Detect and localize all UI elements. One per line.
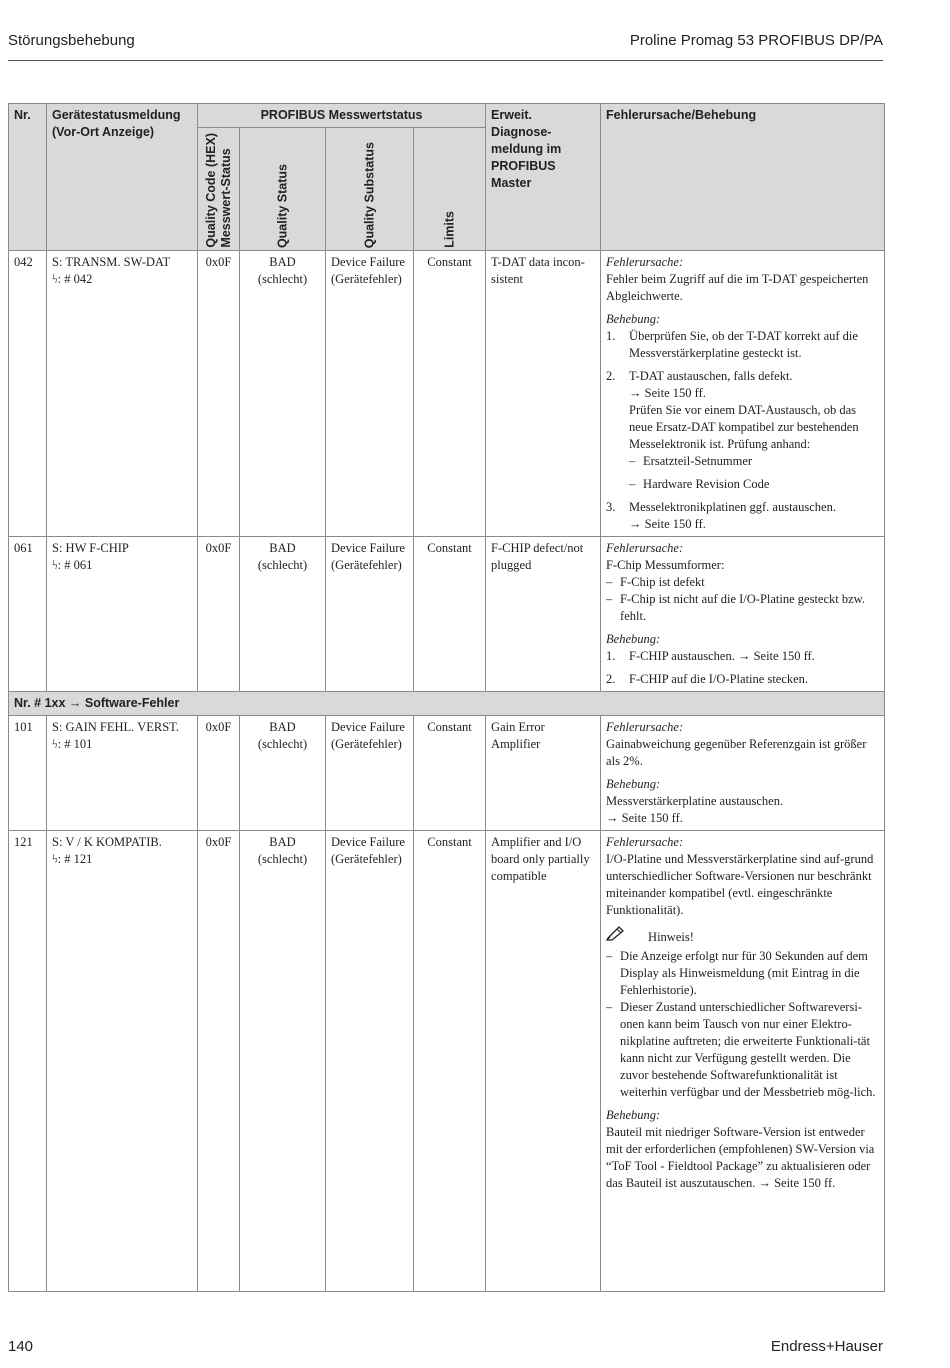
list-item: 1. Überprüfen Sie, ob der T-DAT korrekt auf die Messverstärkerplatine gesteckt ist.: [606, 329, 858, 360]
row-nr: 042: [9, 251, 47, 537]
col-header-quality-code: [198, 128, 240, 251]
row-diagnosis: F-CHIP defect/not plugged: [486, 537, 601, 692]
row-limits: Constant: [414, 831, 486, 1292]
status-value: BAD: [269, 720, 296, 734]
row-quality-status: [240, 716, 326, 831]
remedy-steps: [606, 648, 879, 688]
list-item: 3. Messelektronikplatinen ggf. austauschen. → Seite 150 ff.: [606, 499, 879, 533]
list-item: 1. F-CHIP austauschen. → Seite 150 ff.: [606, 649, 815, 663]
col-header-nr: Nr.: [9, 104, 47, 251]
cause-label: Fehlerursache:: [606, 720, 684, 734]
remedy-label: Behebung:: [606, 632, 661, 646]
table-row: [9, 716, 885, 831]
page-number: 140: [8, 1338, 34, 1355]
row-diagnosis: Gain Error Amplifier: [486, 716, 601, 831]
quality-substatus-label: Quality Substatus: [362, 141, 376, 248]
row-quality-substatus: [326, 537, 414, 692]
remedy-text: Bauteil mit niedriger Software-Version ist entweder mit der erforderlichen (empfohlenen) SW-Version via “ToF Tool - Fieldtool Package” zu aktualisieren oder das Bauteil ist auszutauschen. → Seite 150 ff.: [606, 1125, 875, 1190]
table-row: [9, 251, 885, 537]
row-limits: Constant: [414, 537, 486, 692]
status-translation: (schlecht): [257, 737, 308, 751]
col-header-profibus-group: PROFIBUS Messwertstatus: [198, 104, 486, 128]
quality-code-label-2: Messwert-Status: [218, 148, 233, 248]
error-table: [8, 103, 885, 1292]
cause-text: Gainabweichung gegenüber Referenzgain ist größer als 2%.: [606, 737, 867, 768]
row-quality-status: [240, 251, 326, 537]
list-item: – Dieser Zustand unterschiedlicher Softwareversi-onen kann beim Tausch von nur einer Elektro-nikplatine auftreten; die erweiterte Funktionali-tät kann nicht zur Verfügung gestellt werden. Die zuvor bestehende Softwarefunktionalität ist weiterhin verfügbar und der Messbetrieb mög-lich.: [606, 1000, 876, 1099]
row-diagnosis: Amplifier and I/O board only partially compatible: [486, 831, 601, 1292]
remedy-steps: [606, 328, 879, 533]
cause-text: F-Chip Messumformer:: [606, 558, 725, 572]
col-header-quality-substatus: [326, 128, 414, 251]
quality-status-label: Quality Status: [275, 163, 289, 248]
limits-label: Limits: [442, 211, 457, 248]
page-reference: → Seite 150 ff.: [629, 517, 706, 531]
row-quality-code: 0x0F: [198, 716, 240, 831]
row-quality-substatus: [326, 251, 414, 537]
message-text: S: TRANSM. SW-DAT: [52, 255, 171, 269]
row-quality-code: 0x0F: [198, 251, 240, 537]
message-code: ϟ: # 061: [52, 558, 93, 572]
row-nr: 061: [9, 537, 47, 692]
section-title: Nr. # 1xx → Software-Fehler: [9, 692, 885, 716]
row-nr: 101: [9, 716, 47, 831]
row-message: [47, 716, 198, 831]
message-code: ϟ: # 042: [52, 272, 93, 286]
col-header-quality-status: [240, 128, 326, 251]
status-value: BAD: [269, 255, 296, 269]
row-limits: Constant: [414, 251, 486, 537]
row-message: [47, 537, 198, 692]
cause-text: I/O-Platine und Messverstärkerplatine sind auf-grund unterschiedlicher Software-Versionen nur beschränkt miteinander kompatibel (evtl. eingeschränkte Funktionalität).: [606, 852, 874, 917]
substatus-value: Device Failure: [331, 541, 405, 555]
list-item: – Ersatzteil-Setnummer: [629, 454, 753, 468]
note-label: Hinweis!: [648, 930, 694, 944]
cause-label: Fehlerursache:: [606, 255, 684, 269]
quality-code-label-1: Quality Code (HEX): [203, 133, 218, 248]
header-product-title: Proline Promag 53 PROFIBUS DP/PA: [629, 32, 883, 49]
substatus-value: Device Failure: [331, 255, 405, 269]
row-cause-remedy: [601, 716, 885, 831]
page-reference: → Seite 150 ff.: [606, 811, 683, 825]
col-header-diag: Erweit. Diagnose-meldung im PROFIBUS Master: [486, 104, 601, 251]
row-quality-status: [240, 537, 326, 692]
section-row: [9, 692, 885, 716]
substatus-translation: (Gerätefehler): [331, 558, 402, 572]
message-code: ϟ: # 101: [52, 737, 93, 751]
status-translation: (schlecht): [257, 272, 308, 286]
row-quality-status: [240, 831, 326, 1292]
col-header-message: Gerätestatusmeldung (Vor-Ort Anzeige): [47, 104, 198, 251]
cause-label: Fehlerursache:: [606, 541, 684, 555]
remedy-label: Behebung:: [606, 312, 661, 326]
cause-text: Fehler beim Zugriff auf die im T-DAT gespeicherten Abgleichwerte.: [606, 272, 869, 303]
list-item: – Hardware Revision Code: [629, 477, 770, 491]
pencil-note-icon: [606, 925, 628, 945]
substatus-value: Device Failure: [331, 835, 405, 849]
row-quality-code: 0x0F: [198, 537, 240, 692]
substatus-value: Device Failure: [331, 720, 405, 734]
status-value: BAD: [269, 541, 296, 555]
row-diagnosis: T-DAT data incon-sistent: [486, 251, 601, 537]
status-translation: (schlecht): [257, 852, 308, 866]
list-item: 2. T-DAT austauschen, falls defekt. → Seite 150 ff. Prüfen Sie vor einem DAT-Austausch, ob das neue Ersatz-DAT kompatibel zur bestehenden Messelektronik ist. Prüfung anhand: – Ersatzteil-Setnummer – Hardware Revision Code: [606, 368, 879, 493]
remedy-label: Behebung:: [606, 1108, 661, 1122]
message-text: S: GAIN FEHL. VERST.: [52, 720, 179, 734]
list-item: – F-Chip ist nicht auf die I/O-Platine gesteckt bzw. fehlt.: [606, 592, 866, 623]
row-cause-remedy: [601, 537, 885, 692]
substatus-translation: (Gerätefehler): [331, 737, 402, 751]
list-item: 2. F-CHIP auf die I/O-Platine stecken.: [606, 672, 809, 686]
list-item: – Die Anzeige erfolgt nur für 30 Sekunden auf dem Display als Hinweismeldung (mit Eintrag in die Fehlerhistorie).: [606, 949, 868, 997]
col-header-cause: Fehlerursache/Behebung: [601, 104, 885, 251]
remedy-label: Behebung:: [606, 777, 661, 791]
row-limits: Constant: [414, 716, 486, 831]
substatus-translation: (Gerätefehler): [331, 272, 402, 286]
brand-name: Endress+Hauser: [770, 1338, 883, 1355]
status-value: BAD: [269, 835, 296, 849]
row-quality-substatus: [326, 831, 414, 1292]
header-section-title: Störungsbehebung: [8, 32, 135, 49]
row-quality-substatus: [326, 716, 414, 831]
message-code: ϟ: # 121: [52, 852, 93, 866]
table-row: [9, 537, 885, 692]
remedy-text: Messverstärkerplatine austauschen.: [606, 794, 784, 808]
message-text: S: V / K KOMPATIB.: [52, 835, 162, 849]
row-quality-code: 0x0F: [198, 831, 240, 1292]
table-row: [9, 831, 885, 1292]
row-nr: 121: [9, 831, 47, 1292]
note-block: [606, 925, 879, 946]
row-message: [47, 251, 198, 537]
row-message: [47, 831, 198, 1292]
status-translation: (schlecht): [257, 558, 308, 572]
page-reference: → Seite 150 ff.: [629, 386, 706, 400]
row-cause-remedy: [601, 831, 885, 1292]
page-header: [8, 32, 883, 61]
message-text: S: HW F-CHIP: [52, 541, 129, 555]
col-header-limits: [414, 128, 486, 251]
substatus-translation: (Gerätefehler): [331, 852, 402, 866]
list-item: – F-Chip ist defekt: [606, 575, 705, 589]
cause-label: Fehlerursache:: [606, 835, 684, 849]
row-cause-remedy: [601, 251, 885, 537]
